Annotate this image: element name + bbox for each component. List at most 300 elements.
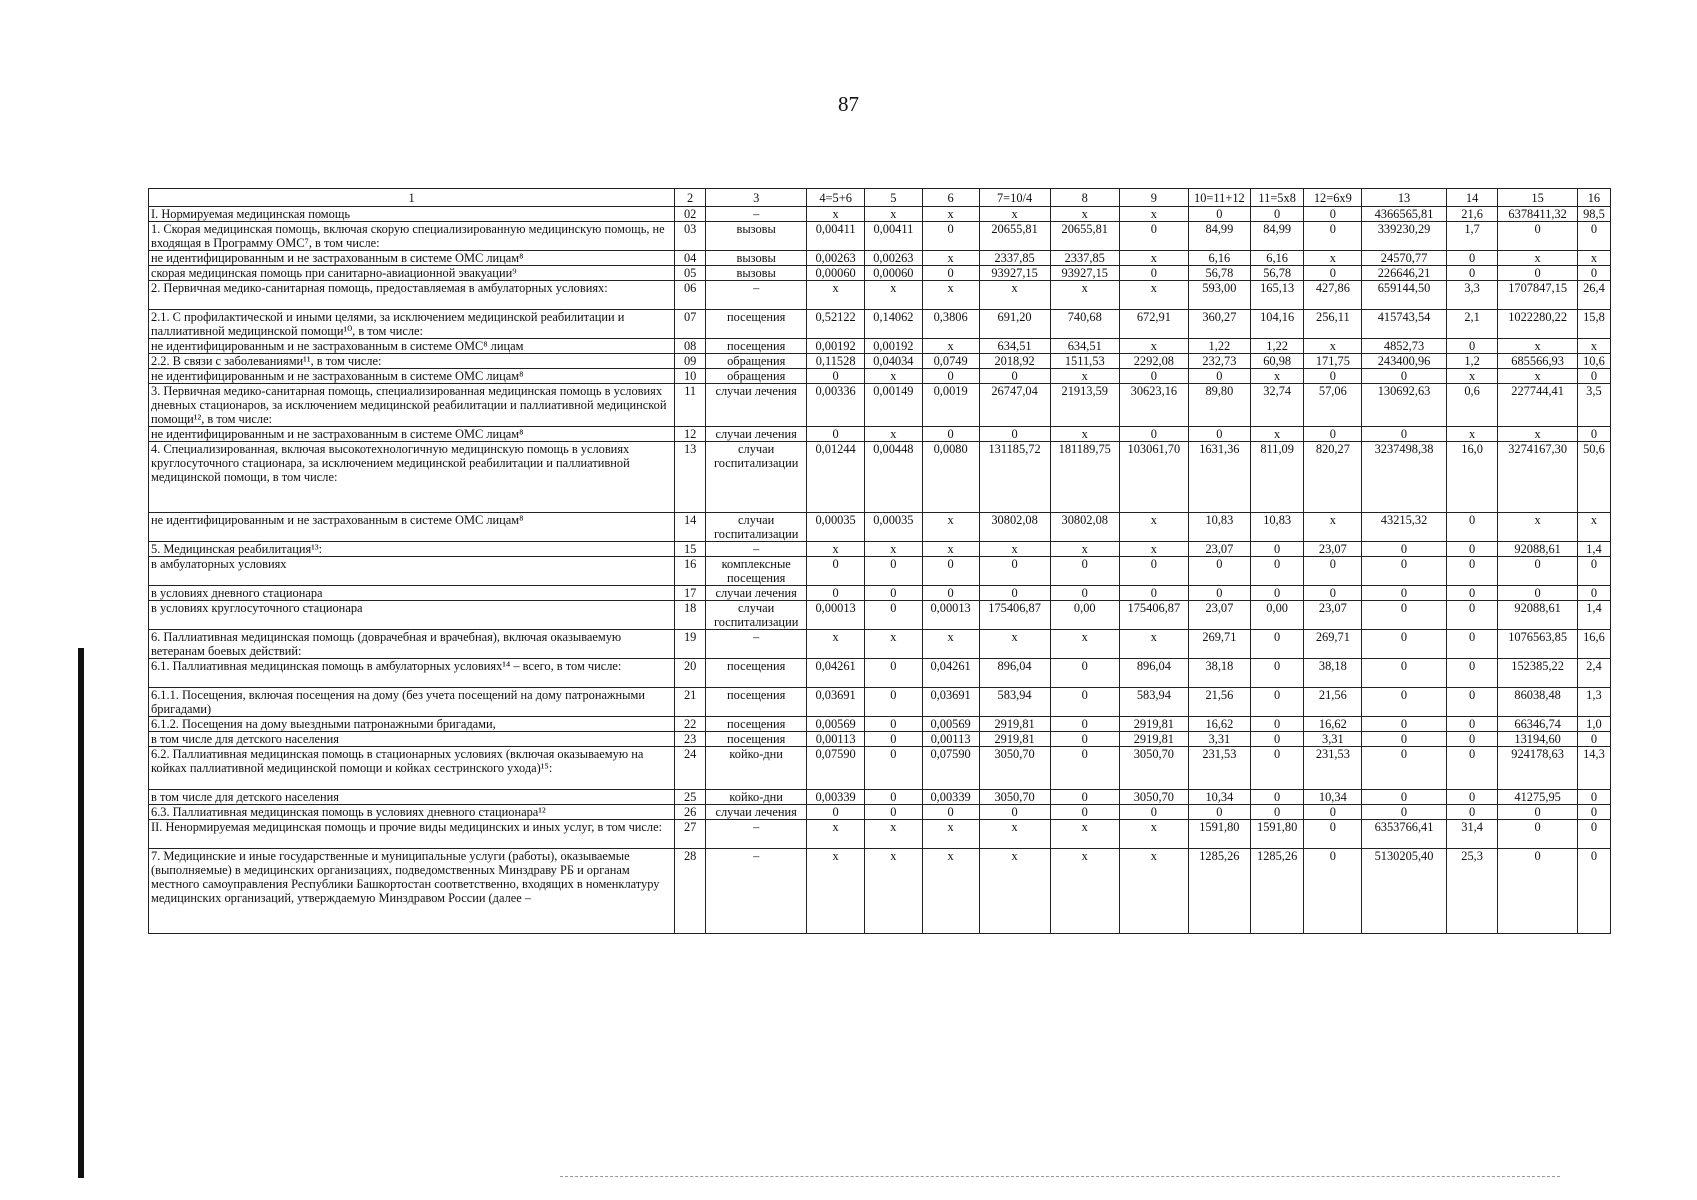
row-number-cell: 26 — [675, 805, 706, 820]
value-cell: 0,04034 — [865, 354, 923, 369]
table-row — [149, 251, 1611, 266]
row-name-cell: 5. Медицинская реабилитация¹³: — [149, 542, 675, 557]
unit-cell: случаи госпитализации — [706, 601, 807, 630]
value-cell: 20655,81 — [979, 222, 1050, 251]
row-number-cell: 16 — [675, 557, 706, 586]
header-cell: 3 — [706, 189, 807, 207]
row-name-cell: 4. Специализированная, включая высокотехнологичную медицинскую помощь в условиях круглосуточного стационара, за исключением медицинской реабилитации и паллиативной медицинской помощи, в том числе: — [149, 442, 675, 513]
header-cell: 12=6x9 — [1304, 189, 1362, 207]
value-cell: 0,00411 — [807, 222, 865, 251]
value-cell: x — [1446, 427, 1498, 442]
scan-margin-bar — [78, 648, 84, 1178]
value-cell: 0 — [1050, 747, 1119, 790]
unit-cell: – — [706, 281, 807, 310]
unit-cell: – — [706, 207, 807, 222]
value-cell: 2,4 — [1577, 659, 1610, 688]
value-cell: 0 — [1446, 586, 1498, 601]
unit-cell: – — [706, 542, 807, 557]
value-cell: x — [922, 542, 979, 557]
value-cell: x — [807, 542, 865, 557]
row-number-cell: 07 — [675, 310, 706, 339]
value-cell: 2919,81 — [1119, 717, 1188, 732]
value-cell: 0 — [1446, 630, 1498, 659]
value-cell: 243400,96 — [1362, 354, 1447, 369]
value-cell: 1076563,85 — [1498, 630, 1577, 659]
value-cell: 0,04261 — [922, 659, 979, 688]
value-cell: x — [1304, 339, 1362, 354]
unit-cell: случаи лечения — [706, 586, 807, 601]
value-cell: 672,91 — [1119, 310, 1188, 339]
value-cell: x — [922, 207, 979, 222]
value-cell: 0 — [1250, 717, 1304, 732]
value-cell: 6,16 — [1250, 251, 1304, 266]
row-number-cell: 21 — [675, 688, 706, 717]
row-name-cell: в том числе для детского населения — [149, 732, 675, 747]
value-cell: 0,00035 — [865, 513, 923, 542]
value-cell: 92088,61 — [1498, 601, 1577, 630]
value-cell: x — [1577, 251, 1610, 266]
value-cell: 10,34 — [1304, 790, 1362, 805]
value-cell: 0 — [1188, 207, 1250, 222]
value-cell: x — [1498, 339, 1577, 354]
value-cell: 0 — [1362, 369, 1447, 384]
value-cell: 0,3806 — [922, 310, 979, 339]
value-cell: 0 — [1119, 557, 1188, 586]
unit-cell: – — [706, 849, 807, 934]
value-cell: 0 — [1446, 805, 1498, 820]
row-number-cell: 08 — [675, 339, 706, 354]
value-cell: x — [922, 513, 979, 542]
value-cell: 0 — [1362, 805, 1447, 820]
value-cell: 0 — [1577, 732, 1610, 747]
value-cell: 2337,85 — [1050, 251, 1119, 266]
value-cell: x — [1119, 251, 1188, 266]
value-cell: 3237498,38 — [1362, 442, 1447, 513]
value-cell: 0 — [922, 805, 979, 820]
row-name-cell: в амбулаторных условиях — [149, 557, 675, 586]
value-cell: x — [807, 820, 865, 849]
value-cell: 3,31 — [1304, 732, 1362, 747]
value-cell: 104,16 — [1250, 310, 1304, 339]
value-cell: 181189,75 — [1050, 442, 1119, 513]
value-cell: 57,06 — [1304, 384, 1362, 427]
table-row — [149, 630, 1611, 659]
header-cell: 4=5+6 — [807, 189, 865, 207]
value-cell: 20655,81 — [1050, 222, 1119, 251]
value-cell: 43215,32 — [1362, 513, 1447, 542]
value-cell: x — [865, 369, 923, 384]
value-cell: 1707847,15 — [1498, 281, 1577, 310]
value-cell: 6353766,41 — [1362, 820, 1447, 849]
value-cell: 0,00192 — [807, 339, 865, 354]
value-cell: 0 — [1577, 849, 1610, 934]
value-cell: 0,00013 — [807, 601, 865, 630]
value-cell: 0 — [1050, 717, 1119, 732]
value-cell: 740,68 — [1050, 310, 1119, 339]
value-cell: 25,3 — [1446, 849, 1498, 934]
value-cell: 3274167,30 — [1498, 442, 1577, 513]
row-number-cell: 19 — [675, 630, 706, 659]
value-cell: 0 — [865, 805, 923, 820]
value-cell: x — [922, 849, 979, 934]
value-cell: 0,0080 — [922, 442, 979, 513]
value-cell: 1,22 — [1250, 339, 1304, 354]
value-cell: 1285,26 — [1188, 849, 1250, 934]
value-cell: 1,7 — [1446, 222, 1498, 251]
table-row — [149, 586, 1611, 601]
value-cell: 0,00 — [1250, 601, 1304, 630]
page-number: 87 — [838, 92, 859, 116]
value-cell: 30802,08 — [1050, 513, 1119, 542]
value-cell: 659144,50 — [1362, 281, 1447, 310]
value-cell: 86038,48 — [1498, 688, 1577, 717]
value-cell: 0 — [1498, 820, 1577, 849]
table-row — [149, 427, 1611, 442]
value-cell: x — [865, 630, 923, 659]
value-cell: x — [1250, 369, 1304, 384]
value-cell: 0 — [1304, 207, 1362, 222]
value-cell: 5130205,40 — [1362, 849, 1447, 934]
value-cell: 0,00339 — [922, 790, 979, 805]
value-cell: 0 — [1250, 557, 1304, 586]
value-cell: 0 — [1577, 820, 1610, 849]
value-cell: 84,99 — [1188, 222, 1250, 251]
value-cell: 0 — [1362, 732, 1447, 747]
header-cell: 2 — [675, 189, 706, 207]
value-cell: x — [922, 630, 979, 659]
value-cell: 820,27 — [1304, 442, 1362, 513]
value-cell: 1,3 — [1577, 688, 1610, 717]
value-cell: 2919,81 — [979, 732, 1050, 747]
value-cell: x — [865, 207, 923, 222]
value-cell: x — [865, 281, 923, 310]
value-cell: 0,00 — [1050, 601, 1119, 630]
value-cell: 0 — [865, 557, 923, 586]
value-cell: 0 — [1577, 557, 1610, 586]
value-cell: 16,62 — [1304, 717, 1362, 732]
value-cell: 2018,92 — [979, 354, 1050, 369]
value-cell: 0,00149 — [865, 384, 923, 427]
value-cell: 0 — [1577, 369, 1610, 384]
value-cell: x — [1498, 513, 1577, 542]
value-cell: 0 — [1250, 805, 1304, 820]
value-cell: 0,00013 — [922, 601, 979, 630]
value-cell: 0,00035 — [807, 513, 865, 542]
value-cell: 10,83 — [1250, 513, 1304, 542]
row-name-cell: 6.1. Паллиативная медицинская помощь в амбулаторных условиях¹⁴ – всего, в том числе: — [149, 659, 675, 688]
value-cell: x — [1119, 339, 1188, 354]
value-cell: x — [1304, 251, 1362, 266]
value-cell: 0,03691 — [922, 688, 979, 717]
value-cell: 131185,72 — [979, 442, 1050, 513]
value-cell: 896,04 — [979, 659, 1050, 688]
row-number-cell: 03 — [675, 222, 706, 251]
row-number-cell: 28 — [675, 849, 706, 934]
value-cell: 0 — [922, 427, 979, 442]
row-number-cell: 15 — [675, 542, 706, 557]
value-cell: 0 — [1304, 369, 1362, 384]
value-cell: 0 — [1250, 586, 1304, 601]
value-cell: 339230,29 — [1362, 222, 1447, 251]
value-cell: 6378411,32 — [1498, 207, 1577, 222]
value-cell: 93927,15 — [1050, 266, 1119, 281]
value-cell: x — [807, 207, 865, 222]
value-cell: 1,0 — [1577, 717, 1610, 732]
value-cell: 23,07 — [1188, 542, 1250, 557]
row-name-cell: 6.2. Паллиативная медицинская помощь в стационарных условиях (включая оказываемую на койках паллиативной медицинской помощи и койках сестринского ухода)¹⁵: — [149, 747, 675, 790]
row-number-cell: 22 — [675, 717, 706, 732]
value-cell: 175406,87 — [979, 601, 1050, 630]
value-cell: 0 — [1304, 586, 1362, 601]
value-cell: 0 — [1050, 805, 1119, 820]
row-name-cell: 6.1.1. Посещения, включая посещения на дому (без учета посещений на дому патронажными бригадами) — [149, 688, 675, 717]
value-cell: 0 — [1362, 790, 1447, 805]
unit-cell: койко-дни — [706, 790, 807, 805]
value-cell: 171,75 — [1304, 354, 1362, 369]
table-row — [149, 659, 1611, 688]
value-cell: 3050,70 — [979, 790, 1050, 805]
table-container — [148, 188, 1611, 934]
row-name-cell: в условиях круглосуточного стационара — [149, 601, 675, 630]
value-cell: 0,00263 — [865, 251, 923, 266]
unit-cell: посещения — [706, 310, 807, 339]
value-cell: 0,04261 — [807, 659, 865, 688]
table-row — [149, 732, 1611, 747]
value-cell: 231,53 — [1304, 747, 1362, 790]
value-cell: 583,94 — [979, 688, 1050, 717]
value-cell: 0 — [1446, 747, 1498, 790]
value-cell: 0 — [1250, 542, 1304, 557]
value-cell: 227744,41 — [1498, 384, 1577, 427]
value-cell: 0 — [1250, 747, 1304, 790]
value-cell: 0 — [1304, 820, 1362, 849]
value-cell: 0 — [865, 601, 923, 630]
value-cell: 3,3 — [1446, 281, 1498, 310]
value-cell: x — [1119, 207, 1188, 222]
value-cell: 0 — [1050, 659, 1119, 688]
header-cell: 9 — [1119, 189, 1188, 207]
value-cell: 89,80 — [1188, 384, 1250, 427]
row-number-cell: 02 — [675, 207, 706, 222]
value-cell: 41275,95 — [1498, 790, 1577, 805]
value-cell: 4366565,81 — [1362, 207, 1447, 222]
row-name-cell: 2. Первичная медико-санитарная помощь, предоставляемая в амбулаторных условиях: — [149, 281, 675, 310]
value-cell: 23,07 — [1304, 542, 1362, 557]
value-cell: x — [807, 849, 865, 934]
value-cell: 130692,63 — [1362, 384, 1447, 427]
value-cell: 360,27 — [1188, 310, 1250, 339]
value-cell: 3050,70 — [1119, 790, 1188, 805]
value-cell: 256,11 — [1304, 310, 1362, 339]
value-cell: 0 — [979, 805, 1050, 820]
scan-bottom-rule — [560, 1176, 1560, 1177]
table-row — [149, 747, 1611, 790]
value-cell: 23,07 — [1304, 601, 1362, 630]
value-cell: x — [1119, 630, 1188, 659]
value-cell: 0 — [1119, 586, 1188, 601]
value-cell: x — [865, 542, 923, 557]
row-name-cell: не идентифицированным и не застрахованным в системе ОМС⁸ лицам — [149, 339, 675, 354]
value-cell: 1285,26 — [1250, 849, 1304, 934]
value-cell: 0 — [1498, 849, 1577, 934]
value-cell: 165,13 — [1250, 281, 1304, 310]
value-cell: 0 — [1446, 339, 1498, 354]
unit-cell: посещения — [706, 717, 807, 732]
value-cell: 175406,87 — [1119, 601, 1188, 630]
value-cell: 0,00060 — [865, 266, 923, 281]
value-cell: 415743,54 — [1362, 310, 1447, 339]
row-name-cell: I. Нормируемая медицинская помощь — [149, 207, 675, 222]
header-cell: 13 — [1362, 189, 1447, 207]
value-cell: 24570,77 — [1362, 251, 1447, 266]
header-cell: 7=10/4 — [979, 189, 1050, 207]
row-name-cell: не идентифицированным и не застрахованным в системе ОМС лицам⁸ — [149, 369, 675, 384]
value-cell: 0,00263 — [807, 251, 865, 266]
value-cell: 0,00411 — [865, 222, 923, 251]
unit-cell: – — [706, 820, 807, 849]
value-cell: x — [979, 849, 1050, 934]
row-name-cell: 2.1. С профилактической и иными целями, за исключением медицинской реабилитации и паллиативной медицинской помощи¹⁰, в том числе: — [149, 310, 675, 339]
value-cell: 0 — [979, 369, 1050, 384]
value-cell: 0,00339 — [807, 790, 865, 805]
value-cell: 0,6 — [1446, 384, 1498, 427]
value-cell: 0 — [865, 586, 923, 601]
value-cell: x — [1498, 251, 1577, 266]
row-name-cell: II. Ненормируемая медицинская помощь и прочие виды медицинских и иных услуг, в том числе: — [149, 820, 675, 849]
value-cell: 0 — [1304, 805, 1362, 820]
row-number-cell: 23 — [675, 732, 706, 747]
unit-cell: обращения — [706, 354, 807, 369]
row-number-cell: 17 — [675, 586, 706, 601]
row-number-cell: 27 — [675, 820, 706, 849]
value-cell: 10,34 — [1188, 790, 1250, 805]
table-row — [149, 222, 1611, 251]
value-cell: 26747,04 — [979, 384, 1050, 427]
header-row — [149, 189, 1611, 207]
unit-cell: вызовы — [706, 251, 807, 266]
value-cell: 2292,08 — [1119, 354, 1188, 369]
value-cell: 14,3 — [1577, 747, 1610, 790]
value-cell: x — [1446, 369, 1498, 384]
value-cell: x — [1304, 513, 1362, 542]
value-cell: 0 — [1250, 790, 1304, 805]
table-body — [149, 207, 1611, 934]
value-cell: 0 — [1446, 659, 1498, 688]
table-row — [149, 513, 1611, 542]
value-cell: 2919,81 — [979, 717, 1050, 732]
value-cell: 1,2 — [1446, 354, 1498, 369]
value-cell: 0 — [1577, 222, 1610, 251]
value-cell: x — [1250, 427, 1304, 442]
row-number-cell: 06 — [675, 281, 706, 310]
value-cell: x — [1119, 542, 1188, 557]
value-cell: 231,53 — [1188, 747, 1250, 790]
value-cell: 0 — [1119, 266, 1188, 281]
unit-cell: посещения — [706, 732, 807, 747]
value-cell: 56,78 — [1250, 266, 1304, 281]
value-cell: 0 — [807, 805, 865, 820]
row-name-cell: 6.3. Паллиативная медицинская помощь в условиях дневного стационара¹² — [149, 805, 675, 820]
unit-cell: случаи госпитализации — [706, 513, 807, 542]
value-cell: 16,6 — [1577, 630, 1610, 659]
value-cell: 98,5 — [1577, 207, 1610, 222]
value-cell: 0 — [1188, 557, 1250, 586]
row-name-cell: в условиях дневного стационара — [149, 586, 675, 601]
value-cell: 0,0019 — [922, 384, 979, 427]
value-cell: x — [979, 281, 1050, 310]
value-cell: 0 — [1119, 427, 1188, 442]
value-cell: 2919,81 — [1119, 732, 1188, 747]
value-cell: 2337,85 — [979, 251, 1050, 266]
value-cell: 30802,08 — [979, 513, 1050, 542]
table-row — [149, 266, 1611, 281]
value-cell: x — [1050, 427, 1119, 442]
value-cell: x — [922, 820, 979, 849]
value-cell: 0 — [1362, 688, 1447, 717]
value-cell: x — [1119, 820, 1188, 849]
value-cell: 3050,70 — [1119, 747, 1188, 790]
value-cell: 56,78 — [1188, 266, 1250, 281]
value-cell: 685566,93 — [1498, 354, 1577, 369]
value-cell: 811,09 — [1250, 442, 1304, 513]
row-number-cell: 18 — [675, 601, 706, 630]
value-cell: 0 — [1050, 688, 1119, 717]
value-cell: 0,00060 — [807, 266, 865, 281]
value-cell: 0 — [1577, 586, 1610, 601]
unit-cell: посещения — [706, 659, 807, 688]
value-cell: x — [1050, 369, 1119, 384]
value-cell: 232,73 — [1188, 354, 1250, 369]
value-cell: 10,6 — [1577, 354, 1610, 369]
row-name-cell: 1. Скорая медицинская помощь, включая скорую специализированную медицинскую помощь, не входящая в Программу ОМС⁷, в том числе: — [149, 222, 675, 251]
table-row — [149, 790, 1611, 805]
value-cell: 0 — [865, 659, 923, 688]
value-cell: 0 — [807, 557, 865, 586]
unit-cell: койко-дни — [706, 747, 807, 790]
value-cell: 32,74 — [1250, 384, 1304, 427]
value-cell: 92088,61 — [1498, 542, 1577, 557]
table-row — [149, 354, 1611, 369]
value-cell: 0 — [1577, 427, 1610, 442]
value-cell: 0,03691 — [807, 688, 865, 717]
row-number-cell: 14 — [675, 513, 706, 542]
value-cell: x — [1498, 427, 1577, 442]
value-cell: 0 — [1498, 586, 1577, 601]
value-cell: 60,98 — [1250, 354, 1304, 369]
value-cell: 0 — [1362, 427, 1447, 442]
value-cell: x — [865, 820, 923, 849]
value-cell: 691,20 — [979, 310, 1050, 339]
table-row — [149, 369, 1611, 384]
table-row — [149, 339, 1611, 354]
value-cell: 0 — [1446, 513, 1498, 542]
table-row — [149, 820, 1611, 849]
value-cell: 0,01244 — [807, 442, 865, 513]
row-number-cell: 12 — [675, 427, 706, 442]
value-cell: 0,0749 — [922, 354, 979, 369]
row-number-cell: 10 — [675, 369, 706, 384]
row-name-cell: 2.2. В связи с заболеваниями¹¹, в том числе: — [149, 354, 675, 369]
table-row — [149, 207, 1611, 222]
value-cell: 0,07590 — [807, 747, 865, 790]
value-cell: 30623,16 — [1119, 384, 1188, 427]
value-cell: 0 — [1446, 790, 1498, 805]
value-cell: 0 — [1304, 427, 1362, 442]
value-cell: 1591,80 — [1250, 820, 1304, 849]
table-row — [149, 384, 1611, 427]
value-cell: x — [979, 630, 1050, 659]
value-cell: 0,00336 — [807, 384, 865, 427]
